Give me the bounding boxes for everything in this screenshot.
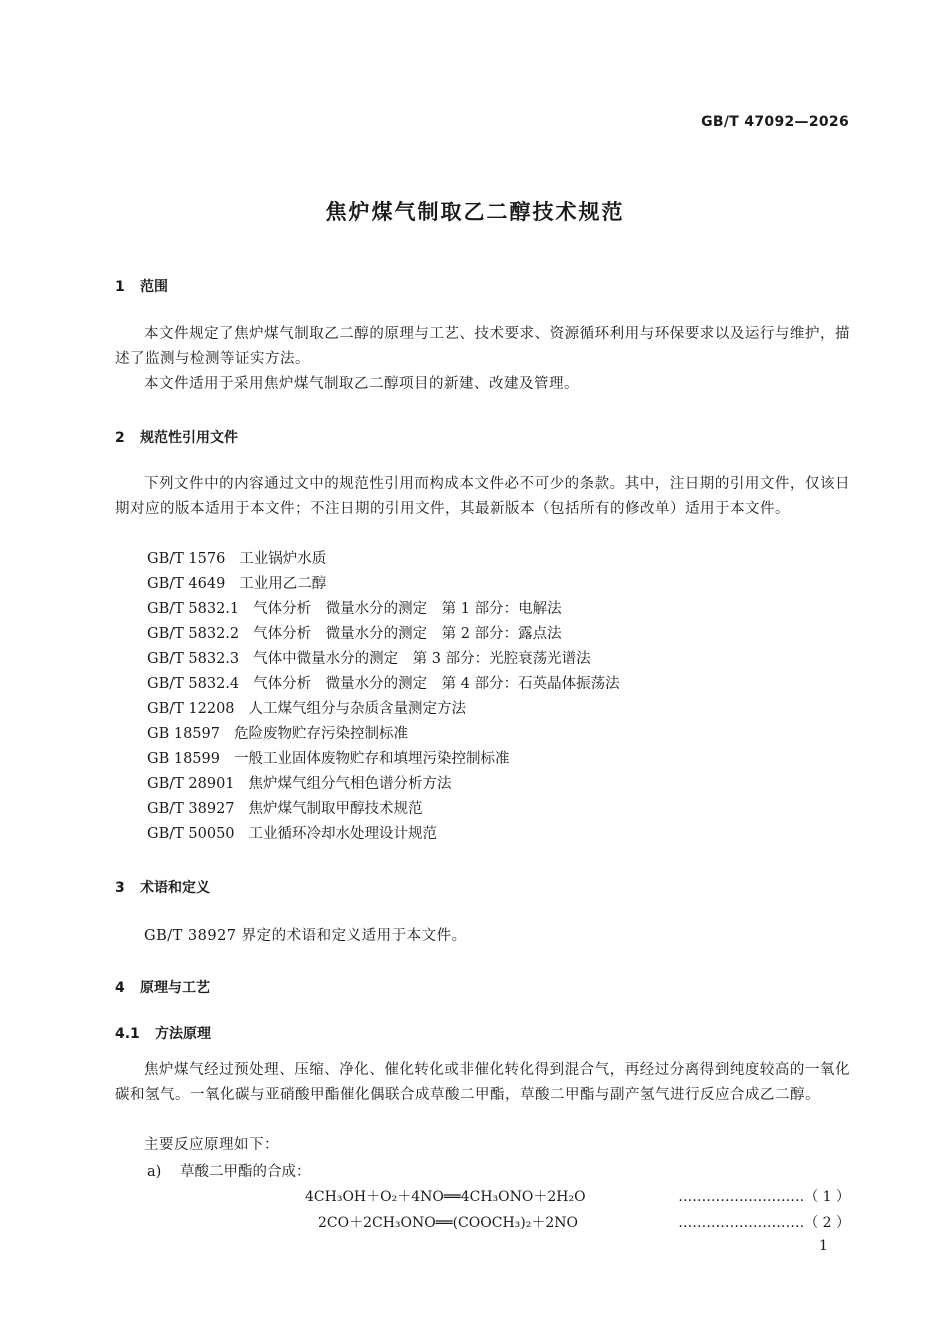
reference-code: GB/T 4649: [147, 576, 226, 592]
reference-item: [147, 747, 509, 772]
section-number: 1: [115, 279, 125, 295]
equation-2: [318, 1212, 850, 1232]
reference-title: 工业锅炉水质: [239, 551, 327, 567]
section-title: 范围: [140, 279, 168, 295]
reference-code: GB 18599: [147, 751, 220, 767]
equation-leader: ………………………: [678, 1189, 805, 1205]
equation-leader: ………………………: [678, 1215, 805, 1231]
reference-code: GB/T 5832.3: [147, 651, 240, 667]
reference-title: 气体中微量水分的测定 第 3 部分：光腔衰荡光谱法: [253, 651, 591, 667]
section-4-1-heading: [115, 1023, 211, 1043]
reference-code: GB/T 1576: [147, 551, 226, 567]
section-4-heading: [115, 977, 210, 997]
equation-1: [305, 1186, 850, 1206]
section-1-paragraph-2: 本文件适用于采用焦炉煤气制取乙二醇项目的新建、改建及管理。: [144, 376, 579, 392]
section-1-paragraph-1: 本文件规定了焦炉煤气制取乙二醇的原理与工艺、技术要求、资源循环利用与环保要求以及运行与维护，描述了监测与检测等证实方法。: [115, 326, 850, 367]
reference-title: 气体分析 微量水分的测定 第 4 部分：石英晶体振荡法: [253, 676, 620, 692]
reference-code: GB/T 5832.4: [147, 676, 240, 692]
section-2-heading: [115, 427, 238, 447]
reference-title: 气体分析 微量水分的测定 第 2 部分：露点法: [253, 626, 562, 642]
reference-item: [147, 622, 562, 647]
reference-item: [147, 822, 437, 847]
reaction-intro: 主要反应原理如下：: [144, 1137, 279, 1153]
reference-code: GB/T 5832.1: [147, 601, 240, 617]
section-title: 规范性引用文件: [140, 430, 238, 446]
section-number: 3: [115, 880, 125, 896]
list-label: a): [147, 1164, 162, 1180]
reference-title: 工业用乙二醇: [239, 576, 327, 592]
reference-item: [147, 797, 423, 822]
reference-title: 焦炉煤气制取甲醇技术规范: [248, 801, 423, 817]
equation-formula: 4CH₃OH＋O₂＋4NO══4CH₃ONO＋2H₂O: [305, 1189, 586, 1205]
section-title: 术语和定义: [140, 880, 210, 896]
reference-title: 一般工业固体废物贮存和填埋污染控制标准: [233, 751, 510, 767]
reference-item: [147, 547, 326, 572]
reference-item: [147, 672, 620, 697]
page-number: 1: [819, 1238, 828, 1254]
section-4-1-paragraph: 焦炉煤气经过预处理、压缩、净化、催化转化或非催化转化得到混合气，再经过分离得到纯度较高的一氧化碳和氢气。一氧化碳与亚硝酸甲酯催化偶联合成草酸二甲酯，草酸二甲酯与副产氢气进行反应合成乙二醇。: [115, 1062, 850, 1103]
standard-number: GB/T 47092—2026: [701, 114, 849, 130]
section-number: 4: [115, 980, 125, 996]
reference-item: [147, 697, 466, 722]
section-2-intro: 下列文件中的内容通过文中的规范性引用而构成本文件必不可少的条款。其中，注日期的引用文件，仅该日期对应的版本适用于本文件；不注日期的引用文件，其最新版本（包括所有的修改单）适用于本文件。: [115, 476, 850, 517]
reference-code: GB/T 28901: [147, 776, 235, 792]
reference-code: GB 18597: [147, 726, 220, 742]
section-1-heading: [115, 276, 168, 296]
reference-title: 人工煤气组分与杂质含量测定方法: [248, 701, 467, 717]
equation-formula: 2CO＋2CH₃ONO══(COOCH₃)₂＋2NO: [318, 1215, 578, 1231]
reference-item: [147, 572, 326, 597]
reference-code: GB/T 12208: [147, 701, 235, 717]
section-number: 4.1: [115, 1026, 140, 1042]
reference-title: 工业循环冷却水处理设计规范: [248, 826, 438, 842]
section-number: 2: [115, 430, 125, 446]
reference-item: [147, 597, 562, 622]
list-item-a: [147, 1160, 311, 1181]
equation-number: （ 1 ）: [804, 1189, 850, 1205]
section-title: 方法原理: [155, 1026, 211, 1042]
section-title: 原理与工艺: [140, 980, 210, 996]
equation-number: （ 2 ）: [804, 1215, 850, 1231]
reference-title: 危险废物贮存污染控制标准: [233, 726, 408, 742]
reference-code: GB/T 5832.2: [147, 626, 240, 642]
list-text: 草酸二甲酯的合成：: [180, 1164, 311, 1180]
document-title: 焦炉煤气制取乙二醇技术规范: [325, 200, 625, 224]
section-3-heading: [115, 877, 210, 897]
reference-title: 焦炉煤气组分气相色谱分析方法: [248, 776, 452, 792]
reference-item: [147, 722, 408, 747]
section-3-paragraph: GB/T 38927 界定的术语和定义适用于本文件。: [144, 928, 467, 944]
reference-code: GB/T 50050: [147, 826, 235, 842]
reference-item: [147, 647, 591, 672]
reference-code: GB/T 38927: [147, 801, 235, 817]
reference-item: [147, 772, 452, 797]
reference-title: 气体分析 微量水分的测定 第 1 部分：电解法: [253, 601, 562, 617]
